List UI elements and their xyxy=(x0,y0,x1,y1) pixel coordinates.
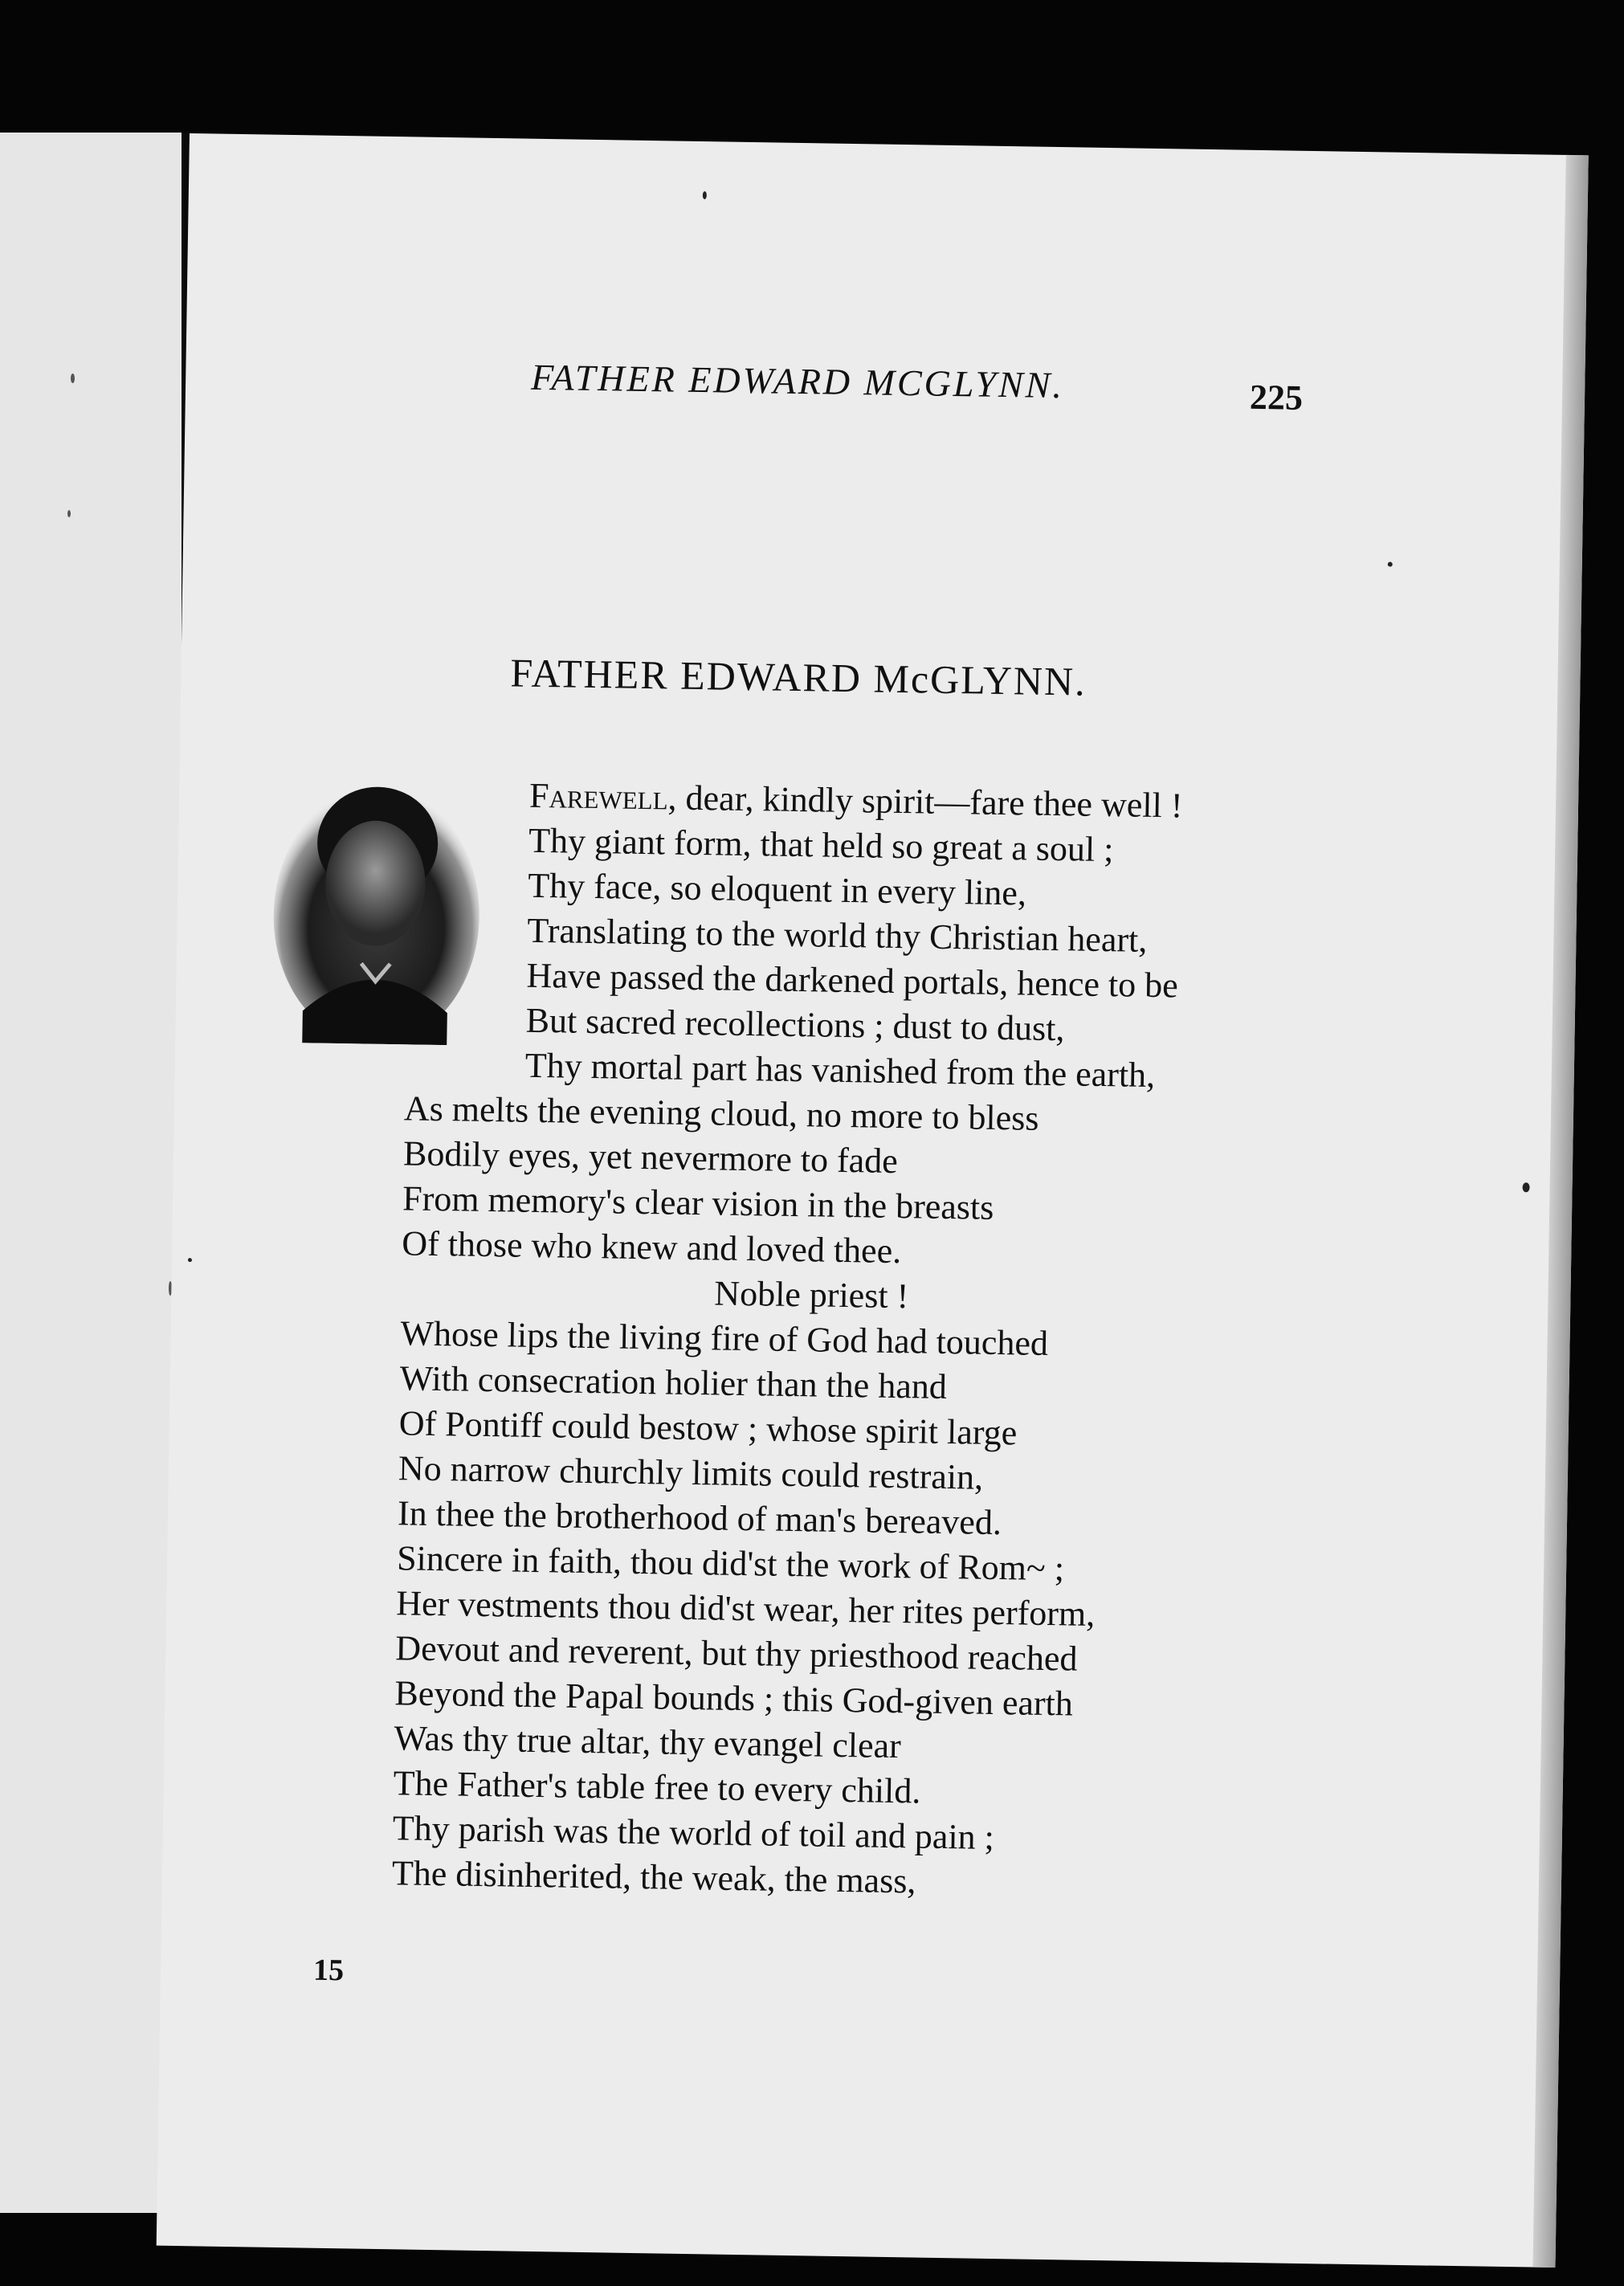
paper-speck xyxy=(703,191,707,199)
poem-line: Of Pontiff could bestow ; whose spirit large xyxy=(398,1403,1018,1453)
paper-speck xyxy=(71,374,75,383)
poem-line: From memory's clear vision in the breasts xyxy=(402,1178,994,1227)
paper-speck xyxy=(67,510,71,517)
paper-speck xyxy=(1522,1182,1529,1192)
book-page xyxy=(157,133,1589,2268)
poem-line: Thy parish was the world of toil and pain ; xyxy=(392,1808,995,1857)
poem-first-word: Farewell, xyxy=(528,775,678,818)
poem-line: Translating to the world thy Christian heart, xyxy=(527,910,1148,960)
poem-line: Her vestments thou did'st wear, her rites perform, xyxy=(395,1583,1096,1634)
signature-mark: 15 xyxy=(312,1953,345,1988)
poem-line: Noble priest ! xyxy=(714,1273,909,1316)
paper-speck xyxy=(188,1258,192,1262)
poem-title: FATHER EDWARD McGLYNN. xyxy=(510,650,1087,704)
poem-line: The Father's table free to every child. xyxy=(393,1763,921,1811)
poem-line: Beyond the Papal bounds ; this God-given earth xyxy=(394,1673,1074,1724)
poem-line: Of those who knew and loved thee. xyxy=(401,1223,902,1272)
poem-line: Thy face, so eloquent in every line, xyxy=(527,865,1027,913)
poem-first-line-text: dear, kindly spirit—fare thee well ! xyxy=(676,778,1183,826)
poem-line: Whose lips the living fire of God had touched xyxy=(400,1313,1049,1363)
poem-line: In thee the brotherhood of man's bereaved. xyxy=(397,1493,1002,1543)
running-head: FATHER EDWARD MCGLYNN. xyxy=(530,356,1065,406)
poem-line: Devout and reverent, but thy priesthood reached xyxy=(395,1628,1078,1679)
poem-line: No narrow churchly limits could restrain, xyxy=(398,1448,984,1497)
poem-line: With consecration holier than the hand xyxy=(399,1358,948,1406)
poem-line: The disinherited, the weak, the mass, xyxy=(391,1853,916,1901)
portrait-image xyxy=(270,769,483,1046)
poem-line: Bodily eyes, yet nevermore to fade xyxy=(402,1133,899,1182)
poem-line: Sincere in faith, thou did'st the work of Rom~ ; xyxy=(396,1538,1065,1589)
poem-line: Have passed the darkened portals, hence to be xyxy=(526,955,1179,1006)
page-number: 225 xyxy=(1249,377,1304,418)
page-edge-shadow xyxy=(1532,155,1588,2268)
paper-speck xyxy=(1388,561,1393,566)
poem-line: But sacred recollections ; dust to dust, xyxy=(525,1000,1065,1049)
poem-line: Thy mortal part has vanished from the earth, xyxy=(524,1045,1156,1096)
poem-line: As melts the evening cloud, no more to bless xyxy=(403,1088,1039,1138)
poem-line: Was thy true altar, thy evangel clear xyxy=(394,1718,902,1766)
poem-line: Thy giant form, that held so great a soul ; xyxy=(528,820,1114,870)
